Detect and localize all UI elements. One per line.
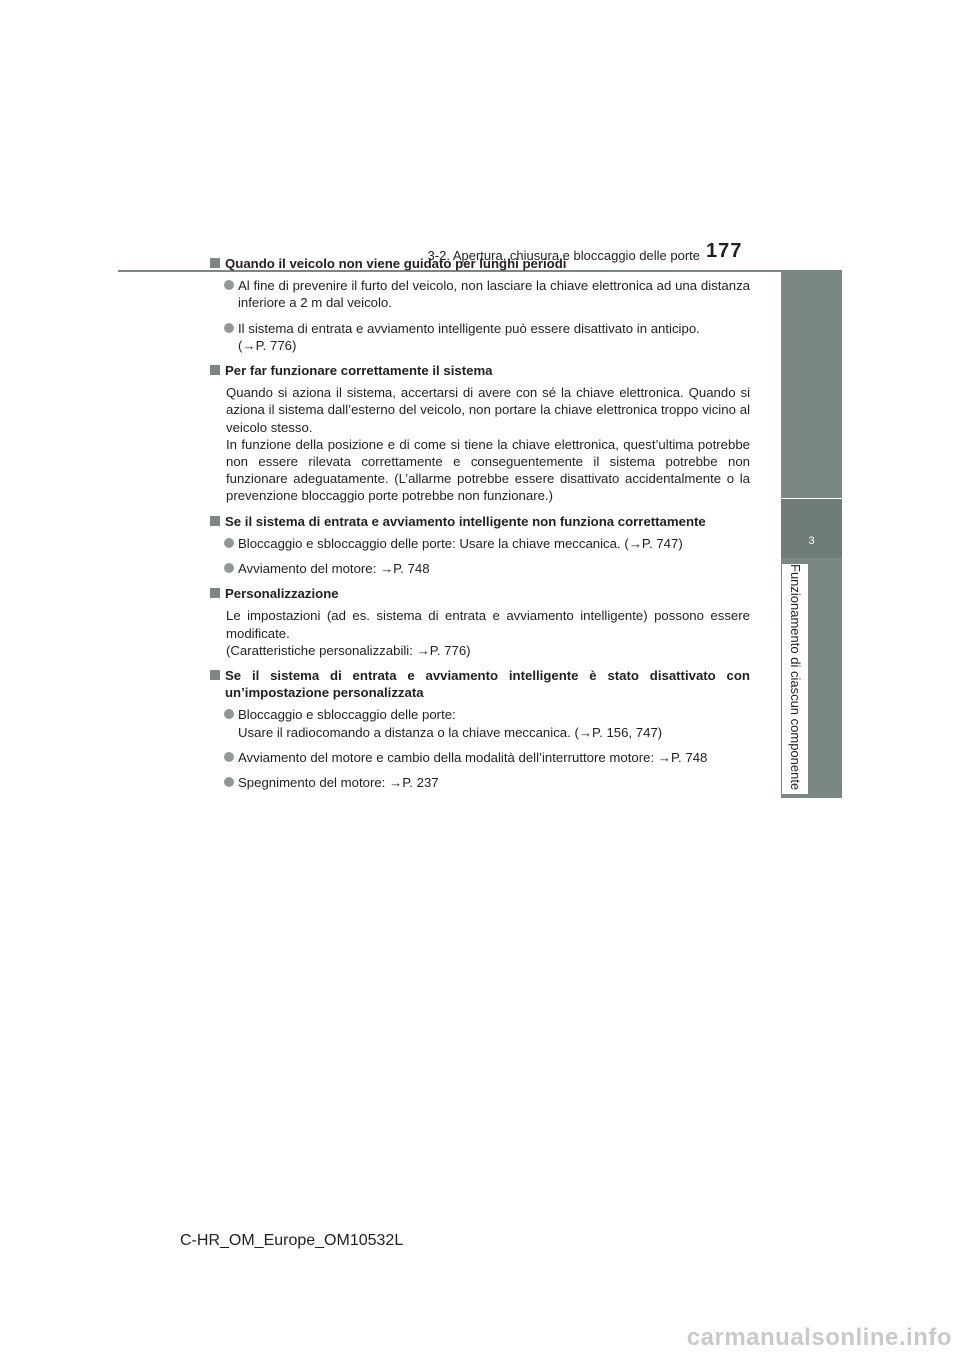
list-item: Bloccaggio e sbloccaggio delle porte: Usare il radiocomando a distanza o la chiave meccanica. (→P. 156, 747): [210, 706, 750, 740]
watermark: carmanualsonline.info: [686, 1324, 952, 1351]
sidebar-bar-top: [781, 272, 842, 498]
square-bullet-icon: [210, 588, 220, 598]
circle-bullet-icon: [224, 709, 234, 719]
section-heading: Personalizzazione: [210, 585, 750, 602]
list-item: Avviamento del motore: →P. 748: [210, 560, 750, 577]
square-bullet-icon: [210, 258, 220, 268]
page-content: [210, 255, 750, 799]
section-heading: Per far funzionare correttamente il sistema: [210, 362, 750, 379]
document-code: C-HR_OM_Europe_OM10532L: [180, 1232, 404, 1249]
section-heading: Quando il veicolo non viene guidato per lunghi periodi: [210, 255, 750, 272]
list-item: Spegnimento del motore: →P. 237: [210, 774, 750, 791]
list-item: Avviamento del motore e cambio della modalità dell’interruttore motore: →P. 748: [210, 749, 750, 766]
section-heading: Se il sistema di entrata e avviamento intelligente non funziona correttamente: [210, 513, 750, 530]
square-bullet-icon: [210, 670, 220, 680]
list-item: Al fine di prevenire il furto del veicolo, non lasciare la chiave elettronica ad una distanza inferiore a 2 m dal veicolo.: [210, 277, 750, 311]
circle-bullet-icon: [224, 538, 234, 548]
paragraph: Le impostazioni (ad es. sistema di entrata e avviamento intelligente) possono essere modificate. (Caratteristiche personalizzabili: →P. 776): [226, 608, 750, 658]
chapter-tab: 3: [781, 499, 842, 558]
list-item: Bloccaggio e sbloccaggio delle porte: Usare la chiave meccanica. (→P. 747): [210, 535, 750, 552]
chapter-title: Funzionamento di ciascun componente: [782, 564, 808, 794]
square-bullet-icon: [210, 516, 220, 526]
section-title: 3-2. Apertura, chiusura e bloccaggio delle porte: [427, 248, 700, 263]
paragraph: Quando si aziona il sistema, accertarsi di avere con sé la chiave elettronica. Quando si aziona il sistema dall’esterno del veicolo, non portare la chiave elettronica troppo vicino al veicolo stesso. In funzione della posizione e di come si tiene la chiave elettronica, quest’ultima potrebbe non essere rilevata correttamente e conseguentemente il sistema potrebbe non funzionare adeguatamente. (L’allarme potrebbe essere disattivato accidentalmente o la prevenzione bloccaggio porte potrebbe non funzionare.): [226, 385, 750, 504]
circle-bullet-icon: [224, 563, 234, 573]
list-item: Il sistema di entrata e avviamento intelligente può essere disattivato in anticipo. (→P. 776): [210, 320, 750, 354]
page-number: 177: [706, 240, 743, 262]
circle-bullet-icon: [224, 280, 234, 290]
page-reference-link[interactable]: (→P. 776): [238, 337, 297, 353]
square-bullet-icon: [210, 365, 220, 375]
circle-bullet-icon: [224, 323, 234, 333]
section-heading: Se il sistema di entrata e avviamento intelligente è stato disattivato con un’impostazione personalizzata: [210, 667, 750, 701]
circle-bullet-icon: [224, 777, 234, 787]
circle-bullet-icon: [224, 752, 234, 762]
